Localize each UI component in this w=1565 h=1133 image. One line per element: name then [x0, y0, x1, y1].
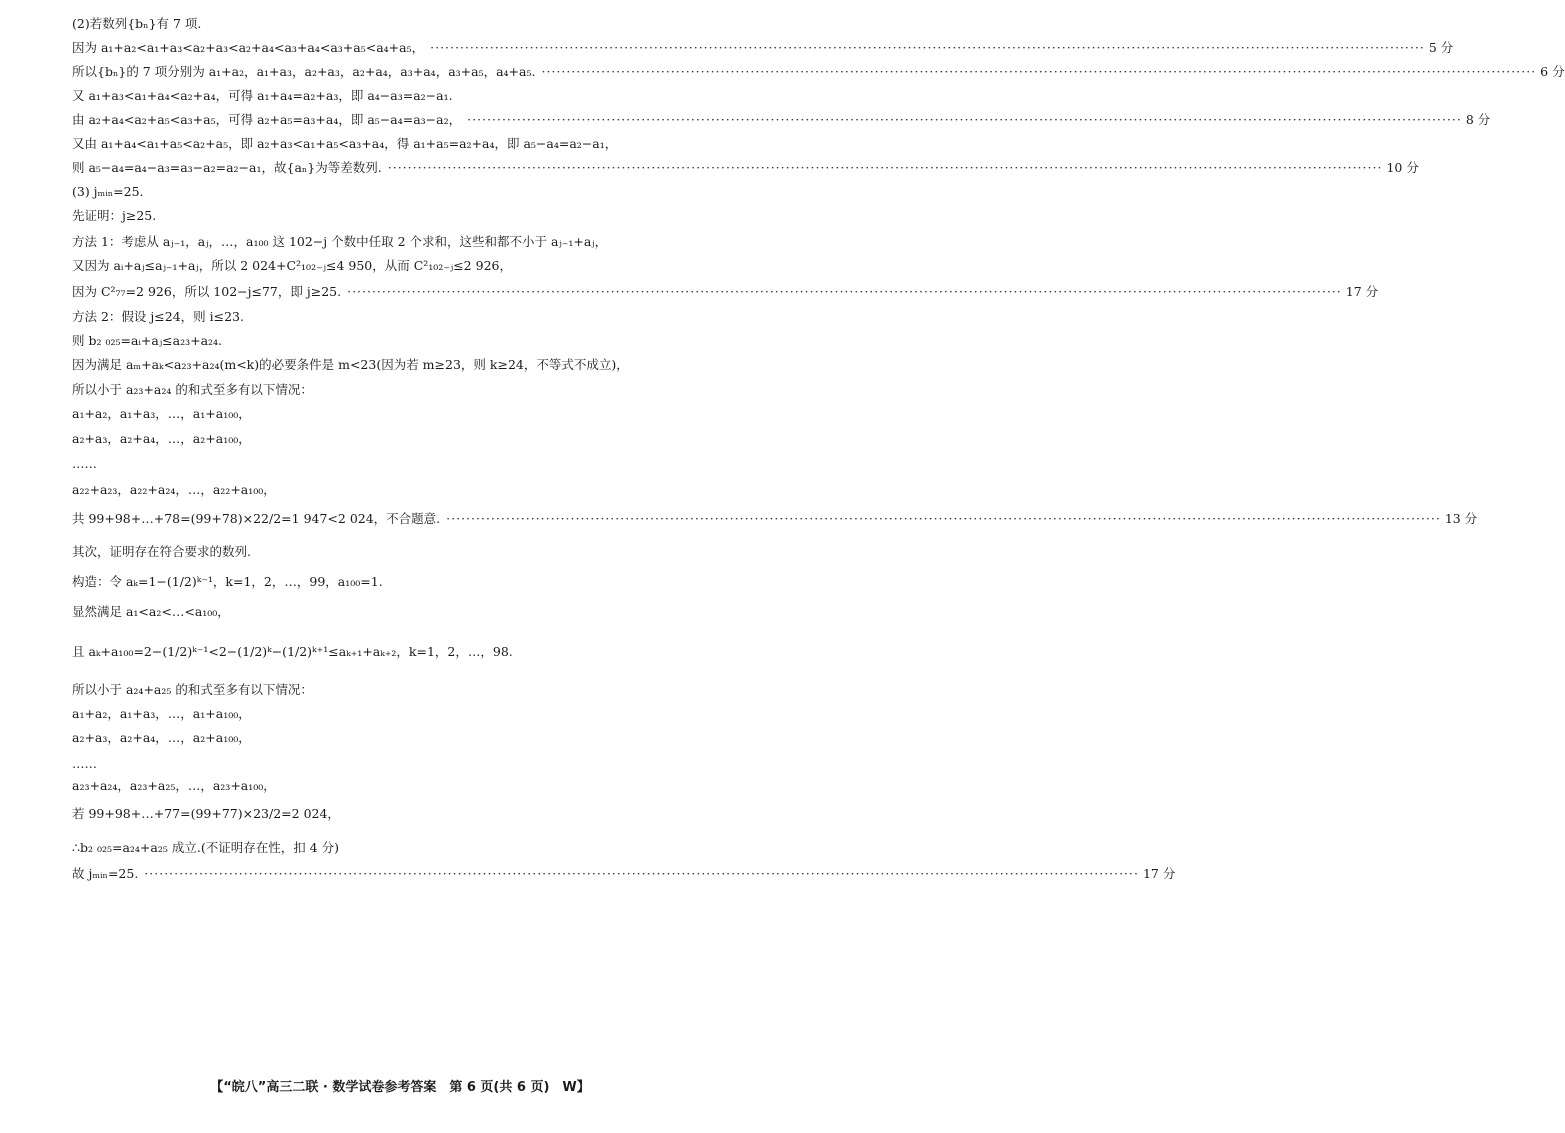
dot-leader: ········································································································································································································ [446, 511, 1441, 526]
line-text: …… [72, 456, 97, 471]
line-text: 又因为 aᵢ+aⱼ≤aⱼ₋₁+aⱼ，所以 2 024+C²₁₀₂₋ⱼ≤4 950，从而 C²₁₀₂₋ⱼ≤2 926， [72, 258, 512, 273]
line-text: a₁+a₂，a₁+a₃，…，a₁+a₁₀₀， [72, 406, 251, 421]
answer-line [72, 644, 762, 660]
line-text: 由 a₂+a₄<a₂+a₅<a₃+a₅，可得 a₂+a₅=a₃+a₄，即 a₅−a₄=a₃−a₂， [72, 112, 462, 127]
line-text: …… [72, 756, 97, 771]
line-text: 方法 1：考虑从 aⱼ₋₁，aⱼ，…，a₁₀₀ 这 102−j 个数中任取 2 个求和，这些和都不小于 aⱼ₋₁+aⱼ， [72, 234, 608, 249]
line-text: a₁+a₂，a₁+a₃，…，a₁+a₁₀₀， [72, 706, 251, 721]
score-mark: 17 分 [1142, 866, 1176, 881]
answer-line [72, 136, 762, 152]
answer-line [72, 604, 762, 620]
answer-line [72, 258, 762, 274]
line-text: 又由 a₁+a₄<a₁+a₅<a₂+a₅，即 a₂+a₃<a₁+a₅<a₃+a₄，得 a₁+a₅=a₂+a₄，即 a₅−a₄=a₂−a₁， [72, 136, 618, 151]
line-text: 所以小于 a₂₄+a₂₅ 的和式至多有以下情况： [72, 682, 313, 697]
line-text: (3) jₘᵢₙ=25. [72, 184, 144, 199]
line-text: 因为 a₁+a₂<a₁+a₃<a₂+a₃<a₂+a₄<a₃+a₄<a₃+a₅<a₄+a₅， [72, 40, 425, 55]
answer-line [72, 682, 762, 698]
answer-line [72, 456, 762, 472]
answer-line [72, 88, 762, 104]
score-mark: 13 分 [1444, 511, 1478, 526]
answer-line [72, 208, 762, 224]
score-mark: 8 分 [1465, 112, 1491, 127]
dot-leader: ········································································································································································································ [467, 112, 1462, 127]
line-text: 因为满足 aₘ+aₖ<a₂₃+a₂₄(m<k)的必要条件是 m<23(因为若 m≥23，则 k≥24，不等式不成立)， [72, 357, 629, 372]
line-text: 所以{bₙ}的 7 项分别为 a₁+a₂，a₁+a₃，a₂+a₃，a₂+a₄，a₃+a₄，a₃+a₅，a₄+a₅. [72, 64, 536, 79]
line-text: 因为 C²₇₇=2 926，所以 102−j≤77，即 j≥25. [72, 284, 342, 299]
line-text: 若 99+98+…+77=(99+77)×23/2=2 024， [72, 806, 340, 821]
score-mark: 6 分 [1540, 64, 1565, 79]
answer-line [72, 730, 762, 746]
dot-leader: ········································································································································································································ [541, 64, 1537, 79]
answer-line [72, 511, 1478, 527]
line-text: 则 a₅−a₄=a₄−a₃=a₃−a₂=a₂−a₁，故{aₙ}为等差数列. [72, 160, 382, 175]
line-text: a₂₃+a₂₄，a₂₃+a₂₅，…，a₂₃+a₁₀₀， [72, 778, 276, 793]
answer-line [72, 64, 1565, 80]
line-text: 故 jₘᵢₙ=25. [72, 866, 139, 881]
line-text: 方法 2：假设 j≤24，则 i≤23. [72, 309, 244, 324]
dot-leader: ········································································································································································································ [430, 40, 1425, 55]
line-text: 构造：令 aₖ=1−(1/2)ᵏ⁻¹，k=1，2，…，99，a₁₀₀=1. [72, 574, 383, 589]
line-text: 又 a₁+a₃<a₁+a₄<a₂+a₄，可得 a₁+a₄=a₂+a₃，即 a₄−a₃=a₂−a₁. [72, 88, 453, 103]
answer-line [72, 333, 762, 349]
answer-line [72, 706, 762, 722]
answer-line [72, 840, 762, 856]
page-footer: 【“皖八”高三二联 · 数学试卷参考答案 第 6 页(共 6 页) W】 [210, 1080, 590, 1095]
answer-line [72, 406, 762, 422]
score-mark: 10 分 [1386, 160, 1419, 175]
line-text: ∴b₂ ₀₂₅=a₂₄+a₂₅ 成立.(不证明存在性，扣 4 分) [72, 840, 339, 855]
line-text: 则 b₂ ₀₂₅=aᵢ+aⱼ≤a₂₃+a₂₄. [72, 333, 223, 348]
answer-line [72, 574, 762, 590]
line-text: 先证明：j≥25. [72, 208, 157, 223]
answer-line [72, 112, 1491, 128]
line-text: (2)若数列{bₙ}有 7 项. [72, 16, 202, 31]
answer-line [72, 756, 762, 772]
score-mark: 5 分 [1428, 40, 1454, 55]
dot-leader: ········································································································································································································ [144, 866, 1139, 881]
answer-line [72, 482, 762, 498]
line-text: 且 aₖ+a₁₀₀=2−(1/2)ᵏ⁻¹<2−(1/2)ᵏ−(1/2)ᵏ⁺¹≤aₖ₊₁+aₖ₊₂，k=1，2，…，98. [72, 644, 513, 659]
answer-line [72, 284, 1379, 300]
answer-line [72, 16, 762, 32]
answer-line [72, 778, 762, 794]
dot-leader: ········································································································································································································ [387, 160, 1383, 175]
answer-line [72, 866, 1176, 882]
line-text: a₂₂+a₂₃，a₂₂+a₂₄，…，a₂₂+a₁₀₀， [72, 482, 276, 497]
score-mark: 17 分 [1345, 284, 1379, 299]
answer-line [72, 40, 1454, 56]
answer-line [72, 382, 762, 398]
answer-line [72, 309, 762, 325]
answer-line [72, 431, 762, 447]
line-text: 所以小于 a₂₃+a₂₄ 的和式至多有以下情况： [72, 382, 313, 397]
answer-line [72, 160, 1419, 176]
line-text: 其次，证明存在符合要求的数列. [72, 544, 251, 559]
line-text: a₂+a₃，a₂+a₄，…，a₂+a₁₀₀， [72, 431, 251, 446]
answer-line [72, 184, 762, 200]
answer-line [72, 357, 762, 373]
dot-leader: ········································································································································································································ [347, 284, 1342, 299]
line-text: 共 99+98+…+78=(99+78)×22/2=1 947<2 024，不合题意. [72, 511, 441, 526]
answer-line [72, 234, 762, 250]
line-text: 显然满足 a₁<a₂<…<a₁₀₀， [72, 604, 230, 619]
line-text: a₂+a₃，a₂+a₄，…，a₂+a₁₀₀， [72, 730, 251, 745]
answer-line [72, 806, 762, 822]
answer-line [72, 544, 762, 560]
